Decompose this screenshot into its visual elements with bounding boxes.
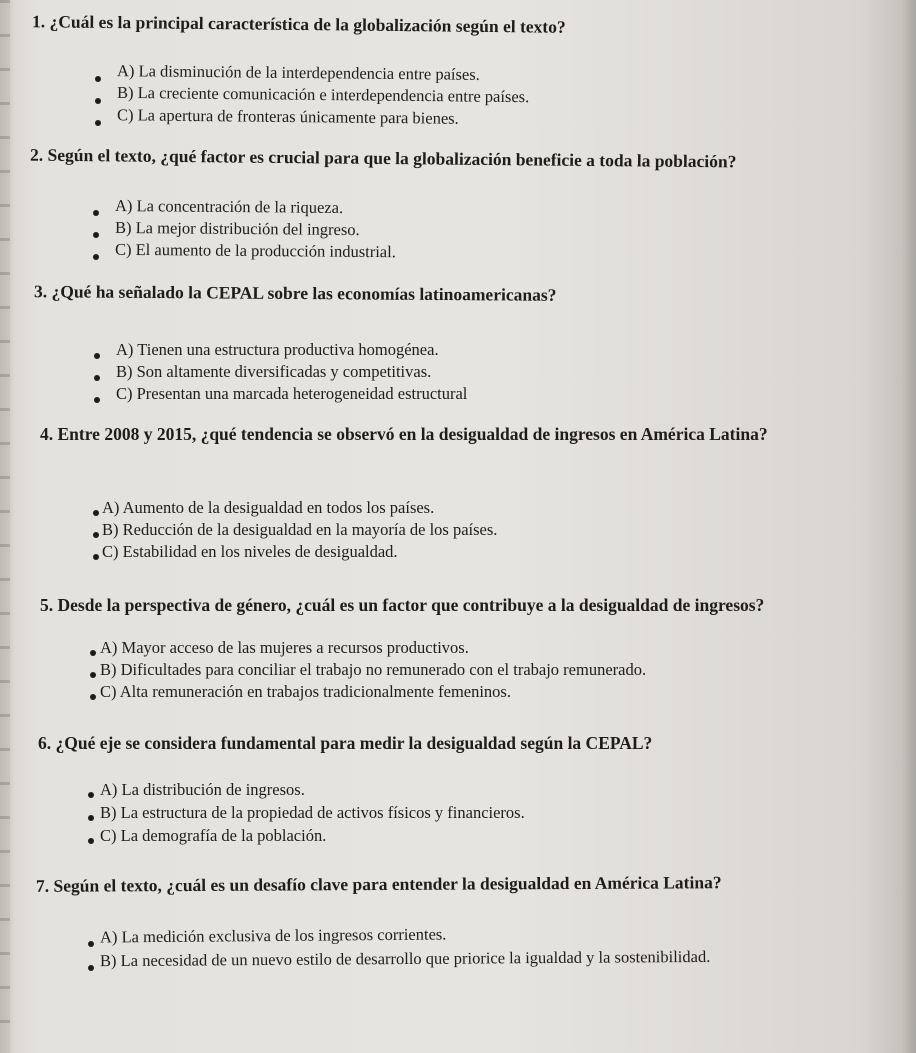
- option-c: C) La apertura de fronteras únicamente para bienes.: [116, 105, 459, 128]
- paper-right-shadow: [902, 0, 916, 1053]
- bullet-icon: [88, 838, 94, 844]
- question-title: 5. Desde la perspectiva de género, ¿cuál es un factor que contribuye a la desigualdad de ingresos?: [40, 595, 765, 615]
- option-a: A) Tienen una estructura productiva homogénea.: [116, 340, 439, 359]
- bullet-icon: [94, 397, 100, 403]
- question-title: 7. Según el texto, ¿cuál es un desafío clave para entender la desigualdad en América Latina?: [35, 872, 722, 896]
- bullet-icon: [88, 965, 94, 971]
- question-title: 4. Entre 2008 y 2015, ¿qué tendencia se observó en la desigualdad de ingresos en América Latina?: [40, 424, 768, 444]
- bullet-icon: [94, 375, 100, 381]
- bullet-icon: [94, 353, 100, 359]
- option-b: B) Son altamente diversificadas y competitivas.: [116, 362, 432, 381]
- option-a: A) La medición exclusiva de los ingresos corrientes.: [99, 924, 447, 947]
- option-a: A) La distribución de ingresos.: [100, 780, 305, 799]
- bullet-icon: [93, 254, 99, 260]
- question-title: 6. ¿Qué eje se considera fundamental para medir la desigualdad según la CEPAL?: [38, 733, 653, 753]
- bullet-icon: [93, 532, 99, 538]
- bullet-icon: [93, 510, 99, 516]
- bullet-icon: [88, 792, 94, 798]
- option-b: B) Dificultades para conciliar el trabajo no remunerado con el trabajo remunerado.: [100, 660, 647, 679]
- bullet-icon: [90, 650, 96, 656]
- option-c: C) El aumento de la producción industrial.: [114, 239, 396, 262]
- bullet-icon: [95, 98, 101, 104]
- option-c: C) Presentan una marcada heterogeneidad estructural: [116, 384, 468, 403]
- option-b: B) Reducción de la desigualdad en la mayoría de los países.: [102, 520, 498, 539]
- option-a: A) La concentración de la riqueza.: [114, 196, 344, 217]
- option-a: A) Mayor acceso de las mujeres a recursos productivos.: [100, 638, 469, 657]
- question-title: 3. ¿Qué ha señalado la CEPAL sobre las economías latinoamericanas?: [33, 281, 557, 305]
- bullet-icon: [93, 232, 99, 238]
- question-title: 2. Según el texto, ¿qué factor es crucial para que la globalización beneficie a toda la población?: [29, 144, 737, 172]
- bullet-icon: [93, 554, 99, 560]
- bullet-icon: [95, 76, 101, 82]
- option-c: C) La demografía de la población.: [100, 826, 327, 845]
- option-a: A) Aumento de la desigualdad en todos los países.: [102, 498, 435, 517]
- option-b: B) La mejor distribución del ingreso.: [114, 217, 360, 240]
- option-b: B) La necesidad de un nuevo estilo de desarrollo que priorice la igualdad y la sostenibilidad.: [99, 946, 711, 971]
- bullet-icon: [90, 694, 96, 700]
- option-b: B) La estructura de la propiedad de activos físicos y financieros.: [100, 803, 525, 822]
- paper-left-edge: [0, 0, 10, 1053]
- bullet-icon: [93, 210, 99, 216]
- option-b: B) La creciente comunicación e interdependencia entre países.: [116, 82, 530, 107]
- bullet-icon: [95, 120, 101, 126]
- option-c: C) Estabilidad en los niveles de desigualdad.: [102, 542, 398, 561]
- option-a: A) La disminución de la interdependencia entre países.: [116, 61, 480, 84]
- question-title: 1. ¿Cuál es la principal característica de la globalización según el texto?: [31, 11, 566, 37]
- bullet-icon: [88, 941, 94, 947]
- bullet-icon: [90, 672, 96, 678]
- option-c: C) Alta remuneración en trabajos tradicionalmente femeninos.: [100, 682, 511, 701]
- bullet-icon: [88, 815, 94, 821]
